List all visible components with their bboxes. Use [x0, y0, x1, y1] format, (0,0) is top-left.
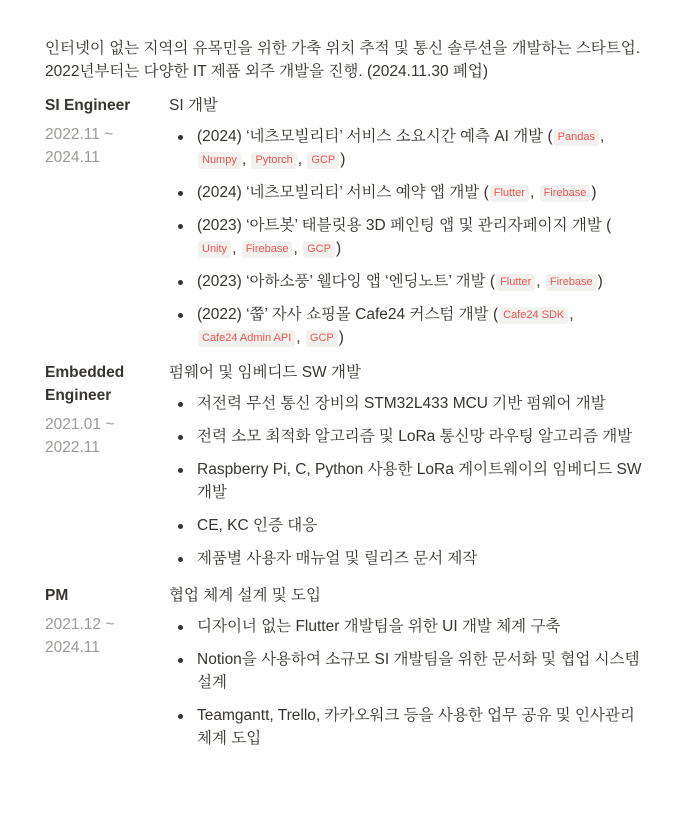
item-text: (2024) ‘네츠모빌리티’ 서비스 예약 앱 개발 (: [197, 184, 489, 201]
item-text: (2022) ‘쭙’ 자사 쇼핑몰 Cafe24 커스텀 개발 (: [197, 306, 499, 323]
role-period: [45, 613, 169, 659]
item-suffix: ): [591, 184, 597, 201]
role-period: [45, 123, 169, 169]
period-end: 2022.11: [45, 439, 100, 456]
tech-tag: Firebase: [540, 185, 591, 202]
role-title: [45, 359, 169, 407]
tech-tag: Unity: [198, 241, 231, 258]
list-item: Notion을 사용하여 소규모 SI 개발팀을 위한 문서화 및 협업 시스템 설계: [169, 648, 642, 694]
role-meta: [45, 582, 169, 760]
list-item: Raspberry Pi, C, Python 사용한 LoRa 게이트웨이의 임베디드 SW 개발: [169, 458, 642, 504]
tech-tag: Firebase: [546, 274, 597, 291]
period-start: 2022.11 ~: [45, 126, 114, 143]
role-title: SI Engineer: [45, 97, 131, 114]
tech-tag: Firebase: [242, 241, 293, 258]
period-end: 2024.11: [45, 149, 100, 166]
tech-tag: Numpy: [198, 152, 241, 169]
list-item: 전력 소모 최적화 알고리즘 및 LoRa 통신망 라우팅 알고리즘 개발: [169, 425, 642, 448]
period-end: 2024.11: [45, 639, 100, 656]
tech-tag: Flutter: [490, 185, 529, 202]
period-start: 2021.12 ~: [45, 616, 115, 633]
role-details: [169, 582, 642, 760]
task-list: [169, 392, 642, 570]
item-text: (2023) ‘아하소풍’ 웰다잉 앱 ‘엔딩노트’ 개발 (: [197, 273, 496, 290]
list-item: (2024) ‘네츠모빌리티’ 서비스 예약 앱 개발 ( Flutter , Firebase ): [169, 181, 642, 204]
task-list: [169, 125, 642, 349]
role-title-line: Engineer: [45, 387, 112, 404]
item-text: (2024) ‘네츠모빌리티’ 서비스 소요시간 예측 AI 개발 (: [197, 128, 553, 145]
list-item: 제품별 사용자 매뉴얼 및 릴리즈 문서 제작: [169, 547, 642, 570]
list-item: CE, KC 인증 대응: [169, 514, 642, 537]
tech-tag: Pytorch: [251, 152, 296, 169]
list-item: (2024) ‘네츠모빌리티’ 서비스 소요시간 예측 AI 개발 ( Pandas , Numpy , Pytorch , GCP ): [169, 125, 642, 171]
list-item: (2022) ‘쭙’ 자사 쇼핑몰 Cafe24 커스텀 개발 ( Cafe24 SDK , Cafe24 Admin API , GCP ): [169, 303, 642, 349]
item-suffix: ): [338, 329, 344, 346]
intro-line: 인터넷이 없는 지역의 유목민을 위한 가축 위치 추적 및 통신 솔루션을 개발하는 스타트업.: [45, 40, 641, 57]
role-heading: 펌웨어 및 임베디드 SW 개발: [169, 364, 361, 381]
role-period: [45, 413, 169, 459]
role-details: [169, 359, 642, 580]
list-item: Teamgantt, Trello, 카카오워크 등을 사용한 업무 공유 및 인사관리 체계 도입: [169, 704, 642, 750]
role-title: PM: [45, 587, 69, 604]
role-embedded-engineer: [45, 359, 642, 580]
tech-tag: GCP: [306, 330, 338, 347]
period-start: 2021.01 ~: [45, 416, 115, 433]
tech-tag: Cafe24 Admin API: [198, 330, 295, 347]
item-suffix: ): [340, 151, 346, 168]
list-item: 디자이너 없는 Flutter 개발팀을 위한 UI 개발 체계 구축: [169, 615, 642, 638]
role-heading: SI 개발: [169, 97, 218, 114]
role-meta: [45, 92, 169, 359]
role-meta: [45, 359, 169, 580]
role-details: [169, 92, 642, 359]
tech-tag: Pandas: [554, 129, 599, 146]
list-item: (2023) ‘아트봇’ 태블릿용 3D 페인팅 앱 및 관리자페이지 개발 (Unity , Firebase , GCP ): [169, 214, 642, 260]
role-pm: [45, 582, 642, 760]
list-item: 저전력 무선 통신 장비의 STM32L433 MCU 기반 펌웨어 개발: [169, 392, 642, 415]
role-heading: 협업 체계 설계 및 도입: [169, 587, 321, 604]
list-item: (2023) ‘아하소풍’ 웰다잉 앱 ‘엔딩노트’ 개발 ( Flutter , Firebase ): [169, 270, 642, 293]
role-si-engineer: [45, 92, 642, 359]
task-list: [169, 615, 642, 750]
role-title-line: Embedded: [45, 364, 125, 381]
item-suffix: ): [597, 273, 603, 290]
tech-tag: Cafe24 SDK: [499, 307, 568, 324]
tech-tag: Flutter: [496, 274, 535, 291]
tech-tag: GCP: [303, 241, 335, 258]
intro-line: 2022년부터는 다양한 IT 제품 외주 개발을 진행. (2024.11.30 폐업): [45, 63, 488, 80]
item-suffix: ): [335, 240, 342, 257]
item-text: (2023) ‘아트봇’ 태블릿용 3D 페인팅 앱 및 관리자페이지 개발 (: [197, 217, 612, 234]
tech-tag: GCP: [307, 152, 339, 169]
company-description: [45, 37, 642, 83]
